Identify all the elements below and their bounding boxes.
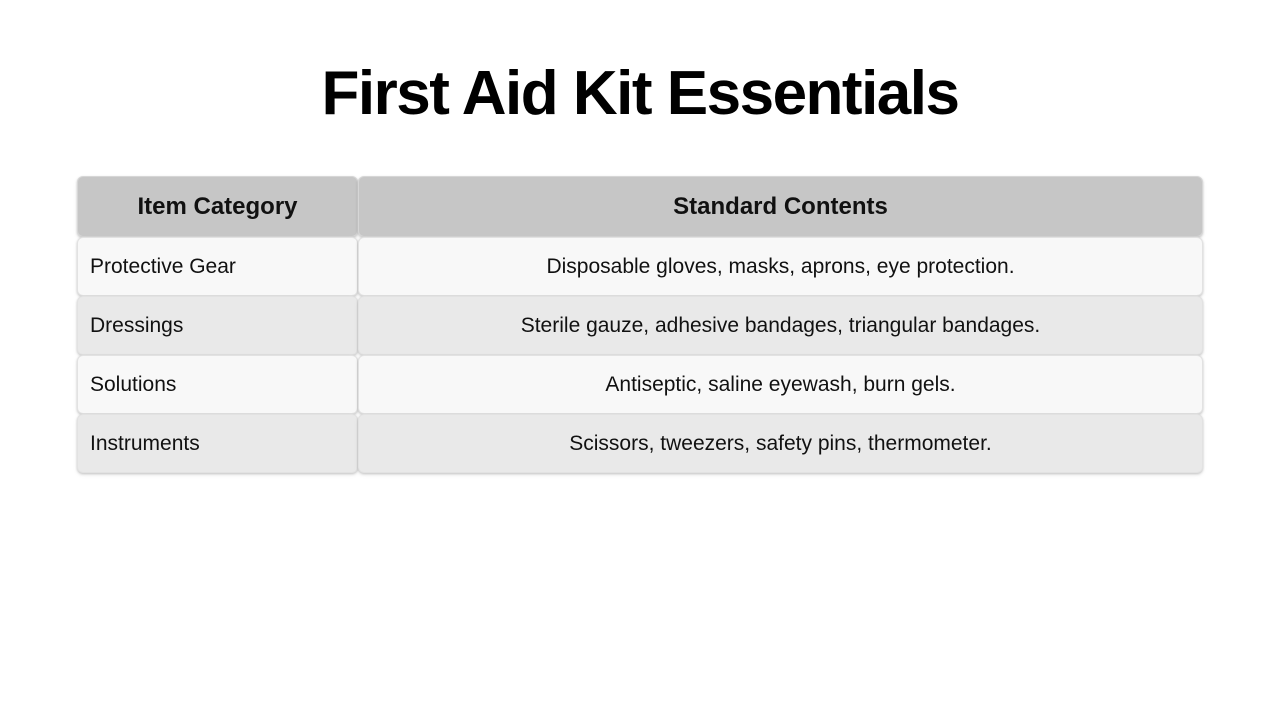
category-cell: Solutions bbox=[77, 355, 358, 414]
category-cell: Instruments bbox=[77, 414, 358, 473]
slide-title: First Aid Kit Essentials bbox=[321, 59, 959, 128]
contents-cell: Disposable gloves, masks, aprons, eye protection. bbox=[358, 237, 1203, 296]
header-item-category: Item Category bbox=[77, 176, 358, 237]
table-row bbox=[77, 414, 1203, 473]
category-cell: Dressings bbox=[77, 296, 358, 355]
table-row bbox=[77, 355, 1203, 414]
contents-cell: Scissors, tweezers, safety pins, thermometer. bbox=[358, 414, 1203, 473]
category-cell: Protective Gear bbox=[77, 237, 358, 296]
first-aid-table bbox=[77, 176, 1203, 473]
contents-cell: Sterile gauze, adhesive bandages, triangular bandages. bbox=[358, 296, 1203, 355]
table-row bbox=[77, 237, 1203, 296]
table-row bbox=[77, 296, 1203, 355]
header-standard-contents: Standard Contents bbox=[358, 176, 1203, 237]
table-header-row bbox=[77, 176, 1203, 237]
contents-cell: Antiseptic, saline eyewash, burn gels. bbox=[358, 355, 1203, 414]
